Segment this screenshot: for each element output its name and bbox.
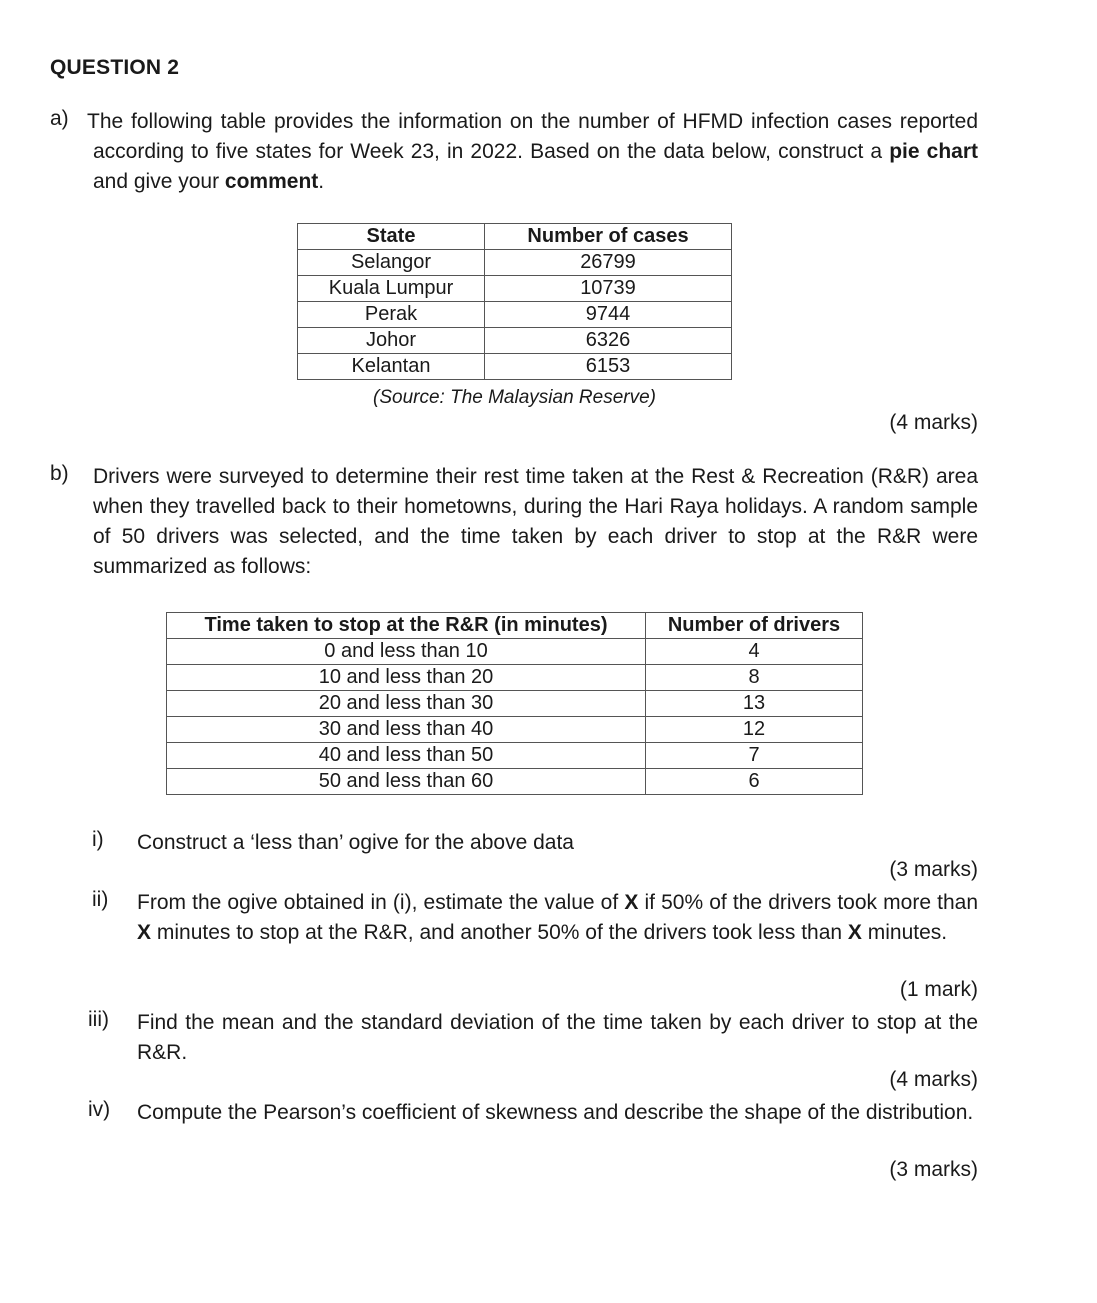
part-a-bold-comment: comment xyxy=(224,170,319,193)
drivers-cell: 6 xyxy=(646,769,863,795)
header-number-of-drivers: Number of drivers xyxy=(646,613,863,639)
subpart-ii-text-2: if 50% of the drivers took more than xyxy=(638,891,978,914)
subpart-i-text: Construct a ‘less than’ ogive for the above data xyxy=(137,831,574,854)
subpart-iii-marks: (4 marks) xyxy=(889,1068,978,1091)
time-class-cell: 20 and less than 30 xyxy=(167,691,646,717)
part-a-text-2: and give your xyxy=(93,170,225,193)
header-time-taken: Time taken to stop at the R&R (in minutes) xyxy=(167,613,646,639)
drivers-cell: 4 xyxy=(646,639,863,665)
table-row xyxy=(167,717,863,743)
part-a-marks: (4 marks) xyxy=(889,411,978,434)
part-a-text xyxy=(87,107,978,197)
subpart-i-marks: (3 marks) xyxy=(889,858,978,881)
part-a-text-1: The following table provides the information on the number of HFMD infection cases reported according to five states for Week 23, in 2022. Based on the data below, construct a xyxy=(87,110,978,163)
variable-x: X xyxy=(624,891,639,914)
time-class-cell: 30 and less than 40 xyxy=(167,717,646,743)
time-class-cell: 40 and less than 50 xyxy=(167,743,646,769)
table-row xyxy=(167,639,863,665)
table-row xyxy=(167,769,863,795)
variable-x: X xyxy=(847,921,862,944)
subpart-ii-label: ii) xyxy=(92,888,109,911)
variable-x: X xyxy=(137,921,152,944)
part-b-label: b) xyxy=(50,462,69,485)
drivers-cell: 13 xyxy=(646,691,863,717)
table-row xyxy=(298,328,732,354)
subpart-ii-text xyxy=(137,888,978,948)
time-class-cell: 0 and less than 10 xyxy=(167,639,646,665)
table-source-note: (Source: The Malaysian Reserve) xyxy=(373,387,656,408)
header-number-of-cases: Number of cases xyxy=(485,224,732,250)
state-cell: Perak xyxy=(298,302,485,328)
drivers-cell: 7 xyxy=(646,743,863,769)
part-b-text: Drivers were surveyed to determine their rest time taken at the Rest & Recreation (R&R) area when they travelled back to their hometowns, during the Hari Raya holidays. A random sample of 50 drivers was selected, and the time taken by each driver to stop at the R&R were summarized as follows: xyxy=(93,465,978,578)
rest-time-table xyxy=(166,612,863,795)
subpart-iv-marks: (3 marks) xyxy=(889,1158,978,1181)
time-class-cell: 10 and less than 20 xyxy=(167,665,646,691)
subpart-iv-label: iv) xyxy=(88,1098,111,1121)
cases-cell: 10739 xyxy=(485,276,732,302)
part-a-text-3: . xyxy=(318,170,325,193)
table-row xyxy=(298,354,732,380)
cases-cell: 6326 xyxy=(485,328,732,354)
part-a-label: a) xyxy=(50,107,69,130)
table-row xyxy=(298,276,732,302)
subpart-i-label: i) xyxy=(92,828,104,851)
time-class-cell: 50 and less than 60 xyxy=(167,769,646,795)
hfmd-cases-table xyxy=(297,223,732,380)
cases-cell: 6153 xyxy=(485,354,732,380)
subpart-ii-text-4: minutes. xyxy=(861,921,948,944)
table-row xyxy=(298,250,732,276)
table-row xyxy=(167,665,863,691)
state-cell: Selangor xyxy=(298,250,485,276)
table-row xyxy=(167,691,863,717)
table-header-row xyxy=(167,613,863,639)
table-header-row xyxy=(298,224,732,250)
subpart-ii-text-1: From the ogive obtained in (i), estimate the value of xyxy=(137,891,625,914)
subpart-iii-label: iii) xyxy=(88,1008,109,1031)
state-cell: Kuala Lumpur xyxy=(298,276,485,302)
question-title: QUESTION 2 xyxy=(50,56,180,79)
cases-cell: 26799 xyxy=(485,250,732,276)
subpart-ii-text-3: minutes to stop at the R&R, and another 50% of the drivers took less than xyxy=(151,921,848,944)
state-cell: Johor xyxy=(298,328,485,354)
drivers-cell: 8 xyxy=(646,665,863,691)
header-state: State xyxy=(298,224,485,250)
state-cell: Kelantan xyxy=(298,354,485,380)
drivers-cell: 12 xyxy=(646,717,863,743)
part-a-bold-pie-chart: pie chart xyxy=(889,140,978,163)
cases-cell: 9744 xyxy=(485,302,732,328)
subpart-iii-text: Find the mean and the standard deviation of the time taken by each driver to stop at the R&R. xyxy=(137,1011,978,1064)
subpart-iv-text: Compute the Pearson’s coefficient of skewness and describe the shape of the distribution. xyxy=(137,1101,974,1124)
table-row xyxy=(298,302,732,328)
table-row xyxy=(167,743,863,769)
subpart-ii-marks: (1 mark) xyxy=(899,978,978,1001)
